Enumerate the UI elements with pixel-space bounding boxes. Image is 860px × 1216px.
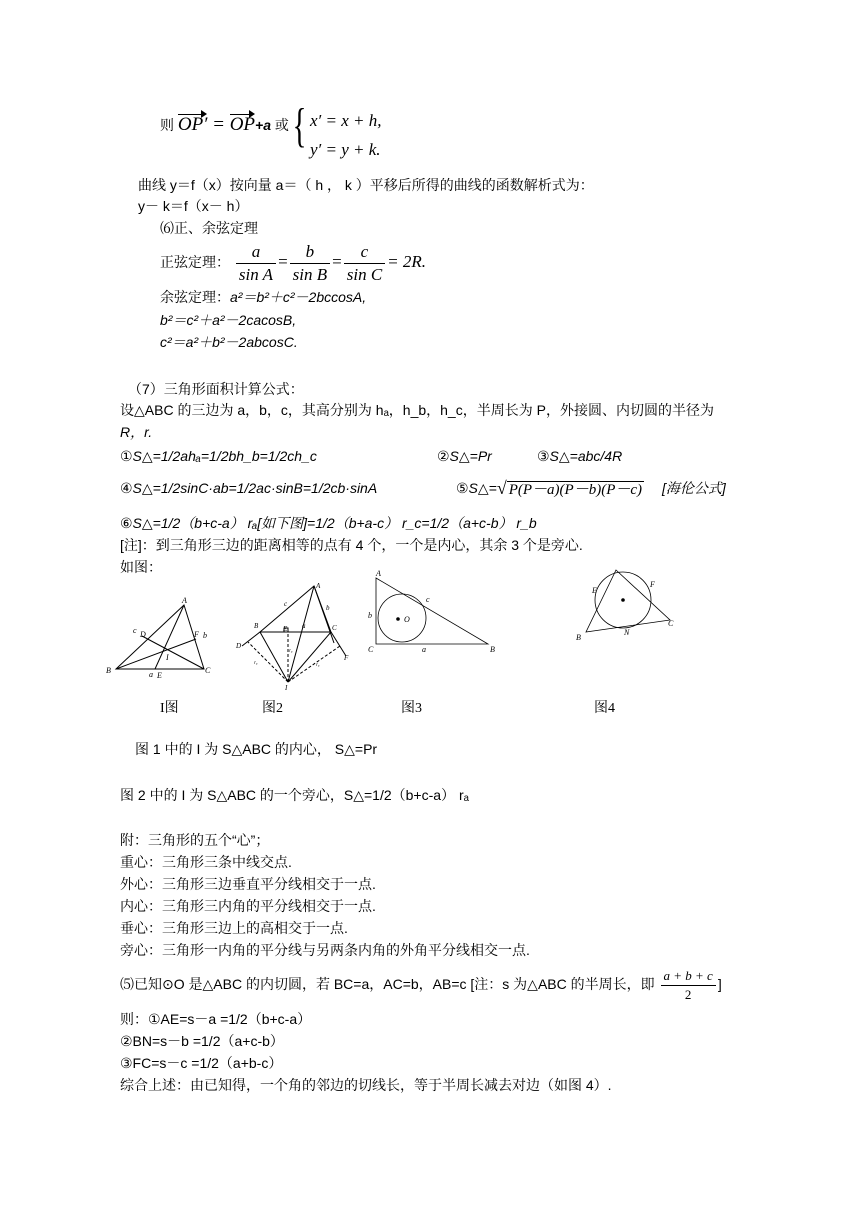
fig4-label-C: C <box>668 619 674 628</box>
cosine-line3: c²＝a²＋b²－2abcosC. <box>160 334 298 350</box>
fig2-label-ra1: rₐ <box>254 661 258 666</box>
fig4-label-E: E <box>592 586 597 595</box>
fig2-label-a: a <box>302 622 306 630</box>
cosine-label: 余弦定理： <box>160 289 230 305</box>
figure-2-caption: 图2 <box>262 701 283 716</box>
fig1-label-A: A <box>182 596 187 605</box>
vector-op: OP <box>229 114 256 135</box>
figure-2-description: 图 2 中的 I 为 S△ABC 的一个旁心，S△=1/2（b+c-a） rₐ <box>120 787 469 803</box>
fig4-label-N: N <box>624 628 630 637</box>
cosine-line1 <box>160 288 366 306</box>
fig4-label-B: B <box>576 633 581 642</box>
or-label: 或 <box>271 117 289 133</box>
as-figure: 如图： <box>120 559 162 575</box>
fig2-label-F: F <box>344 654 349 662</box>
fig1-label-b: b <box>203 631 207 640</box>
fig3-label-C: C <box>368 645 374 654</box>
fig2-label-I: I <box>285 684 288 690</box>
heron-radical: √ P(P－a)(P－b)(P－c) <box>496 478 643 499</box>
fig4-label-F: F <box>650 580 655 589</box>
orthocenter-def: 垂心：三角形三边上的高相交于一点. <box>120 920 348 936</box>
figure-2 <box>228 578 363 690</box>
area-formula-6: ⑥S△=1/2（b+c-a） rₐ[如下图]=1/2（b+a-c） r_c=1/2（a+c-b） r_b <box>120 515 537 531</box>
sine-law: 正弦定理： $\frac{a}{\text{sin A}}$ = $\frac{b}{\text{sin B}}$ = $\frac{c}{\text{sin C}}$ = 2R. <box>160 241 427 284</box>
fig3-label-b: b <box>368 611 372 620</box>
sine-tail: = 2R. <box>387 252 427 271</box>
figure-3-caption: 图3 <box>401 701 422 716</box>
excenter-def: 旁心：三角形一内角的平分线与另两条内角的外角平分线相交一点. <box>120 942 530 958</box>
fig2-label-A: A <box>316 582 321 590</box>
five-centers-heading: 附：三角形的五个“心”； <box>120 832 270 848</box>
fig3-label-B: B <box>490 645 495 654</box>
fig2-label-b: b <box>326 604 330 612</box>
fig1-label-c: c <box>133 626 137 635</box>
heron-note: [海伦公式] <box>662 480 726 496</box>
fraction-c: $\frac{c}{\text{sin C}}$ <box>344 241 385 286</box>
figure-3 <box>362 566 502 658</box>
area-formula-5 <box>456 476 726 502</box>
fig2-label-c: c <box>284 600 288 608</box>
fig2-label-ra3: rₐ <box>316 663 320 668</box>
area-formula-4: ④S△=1/2sinC·ab=1/2ac·sinB=1/2cb·sinA <box>120 480 378 496</box>
fig1-label-D: D <box>140 630 146 639</box>
laws-heading: ⑹正、余弦定理 <box>160 220 258 236</box>
left-brace: { <box>292 99 307 152</box>
fig3-label-O: O <box>404 615 410 624</box>
figure-1 <box>100 590 220 690</box>
figure-4 <box>568 560 688 648</box>
system-eq1: x′ = x + h, <box>310 111 382 130</box>
cosine-line2: b²＝c²＋a²－2cacosB, <box>160 312 297 328</box>
semiperimeter-fraction: $\frac{a + b + c}{2}$ <box>661 967 716 1004</box>
equals-sign: = <box>207 114 230 135</box>
summary: 综合上述：由已知得，一个角的邻边的切线长，等于半周长减去对边（如图 4）. <box>120 1077 612 1093</box>
figure-4-caption: 图4 <box>594 701 615 716</box>
heron-label: ⑤S△= <box>456 480 497 496</box>
centroid-def: 重心：三角形三条中线交点. <box>120 854 292 870</box>
incenter-def: 内心：三角形三内角的平分线相交于一点. <box>120 898 376 914</box>
area-intro1: 设△ABC 的三边为 a，b，c，其高分别为 hₐ，h_b，h_c，半周长为 P，外接圆、内切圆的半径为 <box>120 402 714 418</box>
incircle-text: ⑸已知⊙O 是△ABC 的内切圆，若 BC=a，AC=b，AB=c [注：s 为△ABC 的半周长，即 <box>120 976 655 992</box>
area-heading: （7）三角形面积计算公式： <box>128 381 304 397</box>
fig1-label-a: a <box>149 670 153 679</box>
area-formula-1: ①S△=1/2ahₐ=1/2bh_b=1/2ch_c <box>120 448 317 464</box>
result-2: ②BN=s－b =1/2（a+c-b） <box>120 1033 284 1049</box>
then-label: 则 <box>160 117 174 133</box>
area-formula-3: ③S△=abc/4R <box>537 448 623 464</box>
excenter-note: [注]：到三角形三边的距离相等的点有 4 个，一个是内心，其余 3 个是旁心. <box>120 537 583 553</box>
fig2-label-C: C <box>332 624 337 632</box>
curve-line: 曲线 y＝f（x）按向量 a＝（ h ， k ）平移后所得的曲线的函数解析式为： <box>138 177 594 193</box>
close-bracket: ] <box>717 976 722 992</box>
circumcenter-def: 外心：三角形三边垂直平分线相交于一点. <box>120 876 376 892</box>
translation-vector-line <box>160 116 289 134</box>
fig1-label-C: C <box>205 666 211 675</box>
fraction-b: $\frac{b}{\text{sin B}}$ <box>290 241 330 286</box>
area-formula-2: ②S△=Pr <box>437 448 492 464</box>
cosine-eq1: a²＝b²＋c²－2bccosA, <box>230 289 367 305</box>
fraction-a: $\frac{a}{\text{sin A}}$ <box>236 241 276 286</box>
figure-1-description: 图 1 中的 I 为 S△ABC 的内心， S△=Pr <box>135 741 378 757</box>
curve-result: y－ k＝f（x－ h） <box>138 198 249 214</box>
plus-a: +a <box>255 117 271 133</box>
fig1-label-I: I <box>166 653 169 662</box>
area-intro2: R，r. <box>120 424 153 440</box>
fig2-label-E: E <box>283 625 288 633</box>
incircle-problem <box>120 962 722 1006</box>
heron-radicand: P(P－a)(P－b)(P－c) <box>508 482 643 499</box>
figure-1-caption: I图 <box>160 701 179 716</box>
sine-label: 正弦定理： <box>160 254 230 270</box>
fig2-label-B: B <box>254 622 259 630</box>
fig3-label-A: A <box>376 569 381 578</box>
vector-op-prime: OP′ <box>177 114 208 135</box>
fig2-label-ra2: rₐ <box>289 649 293 654</box>
fig1-label-F: F <box>194 630 199 639</box>
fig3-label-a: a <box>422 645 426 654</box>
system-eq2: y′ = y + k. <box>310 140 381 159</box>
fig3-label-c: c <box>426 595 430 604</box>
fig2-label-D: D <box>236 642 242 650</box>
result-1: 则：①AE=s－a =1/2（b+c-a） <box>120 1011 312 1027</box>
fig1-label-E: E <box>157 671 162 680</box>
brace <box>288 99 311 152</box>
result-3: ③FC=s－c =1/2（a+b-c） <box>120 1055 283 1071</box>
fig1-label-B: B <box>106 666 111 675</box>
